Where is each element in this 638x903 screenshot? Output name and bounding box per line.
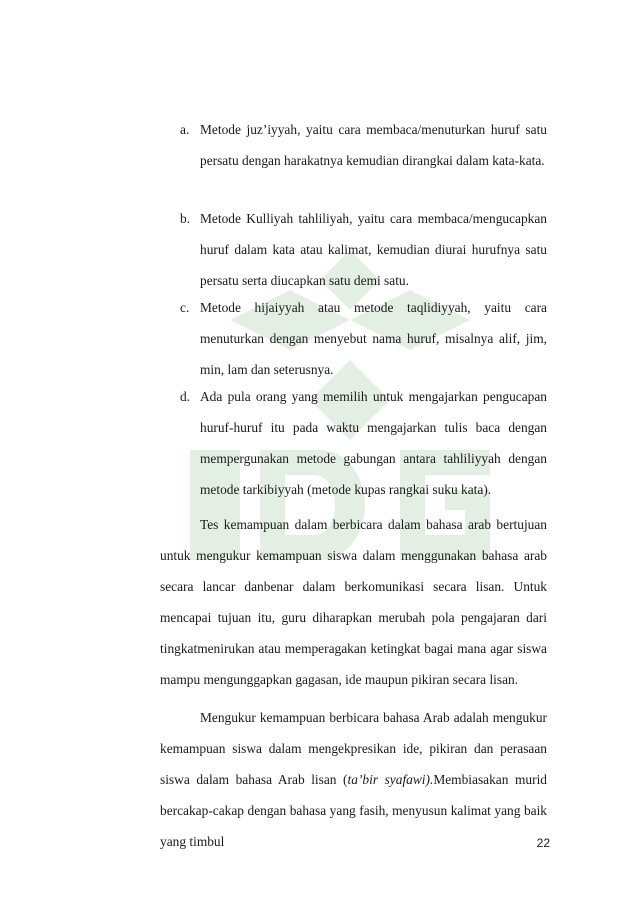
paragraph-text-before: Mengukur kemampuan berbicara bahasa Arab adalah mengukur kemampuan siswa dalam mengekpresikan ide, pikiran dan perasaan siswa dalam bahasa Arab lisan ( <box>160 710 547 787</box>
list-item-c <box>180 292 547 385</box>
paragraph-text-after: Membiasakan murid bercakap-cakap dengan bahasa yang fasih, menyusun kalimat yang baik yang timbul <box>160 772 547 849</box>
list-item-text: Metode Kulliyah tahliliyah, yaitu cara membaca/mengucapkan huruf dalam kata atau kalimat, kemudian diurai hurufnya satu persatu serta diucapkan satu demi satu. <box>200 211 547 288</box>
list-item-text: Metode hijaiyyah atau metode taqlidiyyah, yaitu cara menuturkan dengan menyebut nama huruf, misalnya alif, jim, min, lam dan seterusnya. <box>200 300 547 377</box>
list-item-d <box>180 381 547 505</box>
page-number: 22 <box>536 836 550 850</box>
list-item-a <box>180 114 547 176</box>
list-item-text: Metode juz’iyyah, yaitu cara membaca/menuturkan huruf satu persatu dengan harakatnya kemudian dirangkai dalam kata-kata. <box>200 122 547 168</box>
list-marker: d. <box>180 389 191 404</box>
paragraph-text: Tes kemampuan dalam berbicara dalam bahasa arab bertujuan untuk mengukur kemampuan siswa dalam menggunakan bahasa arab secara lancar danbenar dalam berkomunikasi secara lisan. Untuk mencapai tujuan itu, guru diharapkan merubah pola pengajaran dari tingkatmenirukan atau memperagakan ketingkat bagai mana agar siswa mampu mengunggapkan gagasan, ide maupun pikiran secara lisan. <box>160 517 547 687</box>
list-marker: a. <box>180 122 190 137</box>
list-item-text: Ada pula orang yang memilih untuk mengajarkan pengucapan huruf-huruf itu pada waktu mengajarkan tulis baca dengan mempergunakan metode gabungan antara tahliliyyah dengan metode tarkibiyyah (metode kupas rangkai suku kata). <box>200 389 547 497</box>
paragraph-measuring-ability <box>160 702 547 857</box>
paragraph-italic-term: ta’bir syafawi). <box>347 772 434 787</box>
paragraph-speaking-test <box>160 509 547 695</box>
list-marker: b. <box>180 211 191 226</box>
list-marker: c. <box>180 300 190 315</box>
list-item-b <box>180 203 547 296</box>
